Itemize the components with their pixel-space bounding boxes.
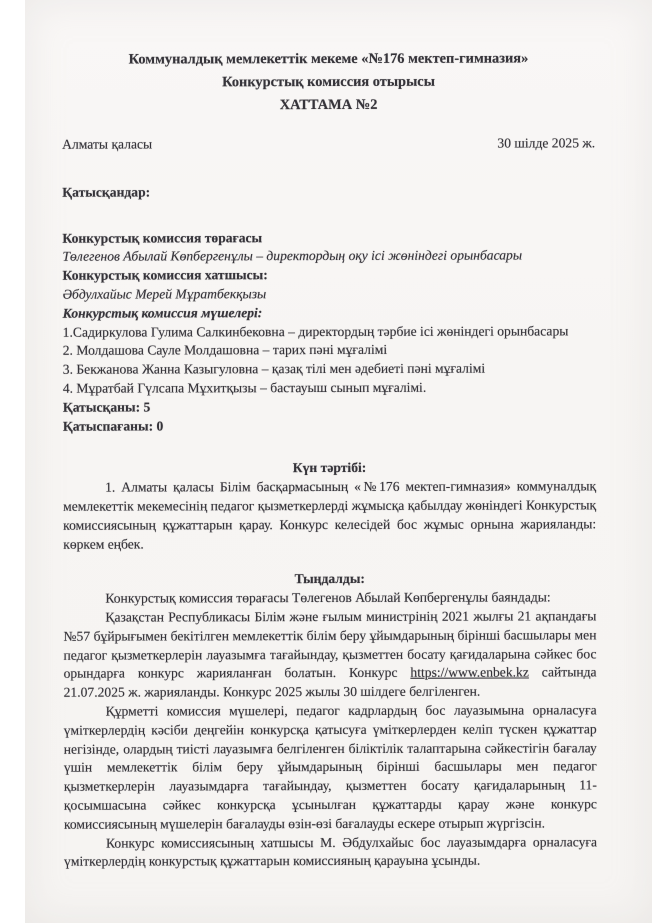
member-item-4: 4. Мұратбай Гүлсапа Мұхитқызы – бастауыш сынып мұғалімі. [62,379,427,396]
order-paragraph-after-link: сайтында 21.07.2025 ж. жарияланды. Конкурс 2025 жылы 30 шілдеге белгіленген. [63,664,597,700]
protocol-number: ХАТТАМА №2 [279,96,378,114]
document-content [62,47,597,871]
secretary-name: Әбдулхайыс Мерей Мұратбекқызы [62,286,267,302]
scanned-document-page [25,0,652,923]
secretary-role-label: Конкурстық комиссия хатшысы: [62,267,268,283]
member-item-2: 2. Молдашова Сауле Молдашовна – тарих пәні мұғалімі [62,342,388,359]
document-title-block [62,47,595,117]
agenda-heading: Күн тәртібі: [292,460,367,476]
attended-count: Қатысқаны: 5 [62,399,151,415]
place-date-row [62,134,595,154]
absent-count: Қатыспағаны: 0 [62,417,164,434]
address-paragraph: Құрметті комиссия мүшелері, педагог кадрлардың бос лауазымына орналасуға үміткерлердің кәсіби деңгейін конкурсқа қатысуға үміткерлерден келіп түскен құжаттар негізінде, олардың тиісті лауазымға белгіленген біліктілік талаптарына сәйкестігін бағалау үшін мемлекеттік білім беру ұйымдарының бірінші басшылары мен педагог қызметкерлерін лауазымдарға тағайындау, қызметтен босату қағидаларының 11-қосымшасына сәйкес конкурсқа ұсынылған құжаттарды қарау және конкурс комиссиясының мүшелерін бағалауды өзін-өзі бағалауды ескере отырып жүргізсін. [63,702,597,832]
document-date: 30 шілде 2025 ж. [497,135,596,151]
chairman-role-label: Конкурстық комиссия төрағасы [62,229,263,246]
order-paragraph-before-link: Қазақстан Республикасы Білім және ғылым министрінің 2021 жылғы 21 ақпандағы №57 бұйрығымен бекітілген мемлекеттік білім беру ұйымдарының бірінші басшылары мен педагог қызметкерлерін лауазымға тағайындау, қызметтен босату қағидаларына сәйкес бос орындарға конкурс жарияланған болатын. Конкурс [63,608,597,682]
order-paragraph [63,607,596,702]
attendees-heading: Қатысқандар: [62,184,151,200]
meeting-name: Конкурстық комиссия отырысы [222,73,435,91]
heard-intro-paragraph: Конкурстық комиссия төрағасы Төлегенов Абылай Көпбергенұлы баяндады: [105,589,551,606]
organization-name: Коммуналдық мемлекеттік мекеме «№176 мектеп-гимназия» [128,50,529,68]
agenda-paragraph: 1. Алматы қаласы Білім басқармасының «№176 мектеп-гимназия» коммуналдық мемлекеттік мекемесінің педагог қызметкерлерді жұмысқа қабылдау жөніндегі Конкурстық комиссиясының құжаттарын қарау. Конкурс келесідей бос жұмыс орнына жарияланды: көркем еңбек. [63,478,597,552]
heard-heading: Тыңдалды: [294,571,365,587]
members-role-label: Конкурстық комиссия мүшелері: [62,304,263,321]
secretary-paragraph: Конкурс комиссиясының хатшысы М. Әбдулхайыс бос лауазымдарға орналасуға үміткерлердің конкурстық құжаттарын комиссияның қарауына ұсынды. [64,833,598,869]
chairman-name: Төлегенов Абылай Көпбергенұлы – директордың оқу ісі жөніндегі орынбасары [62,247,523,265]
member-item-3: 3. Бекжанова Жанна Казыгуловна – қазақ тілі мен әдебиеті пәні мұғалімі [62,360,486,377]
enbek-site-link: https://www.enbek.kz [410,664,529,681]
member-item-1: 1.Садиркулова Гулима Салкинбековна – директордың тәрбие ісі жөніндегі орынбасары [62,322,569,340]
document-place: Алматы қаласы [62,136,153,152]
